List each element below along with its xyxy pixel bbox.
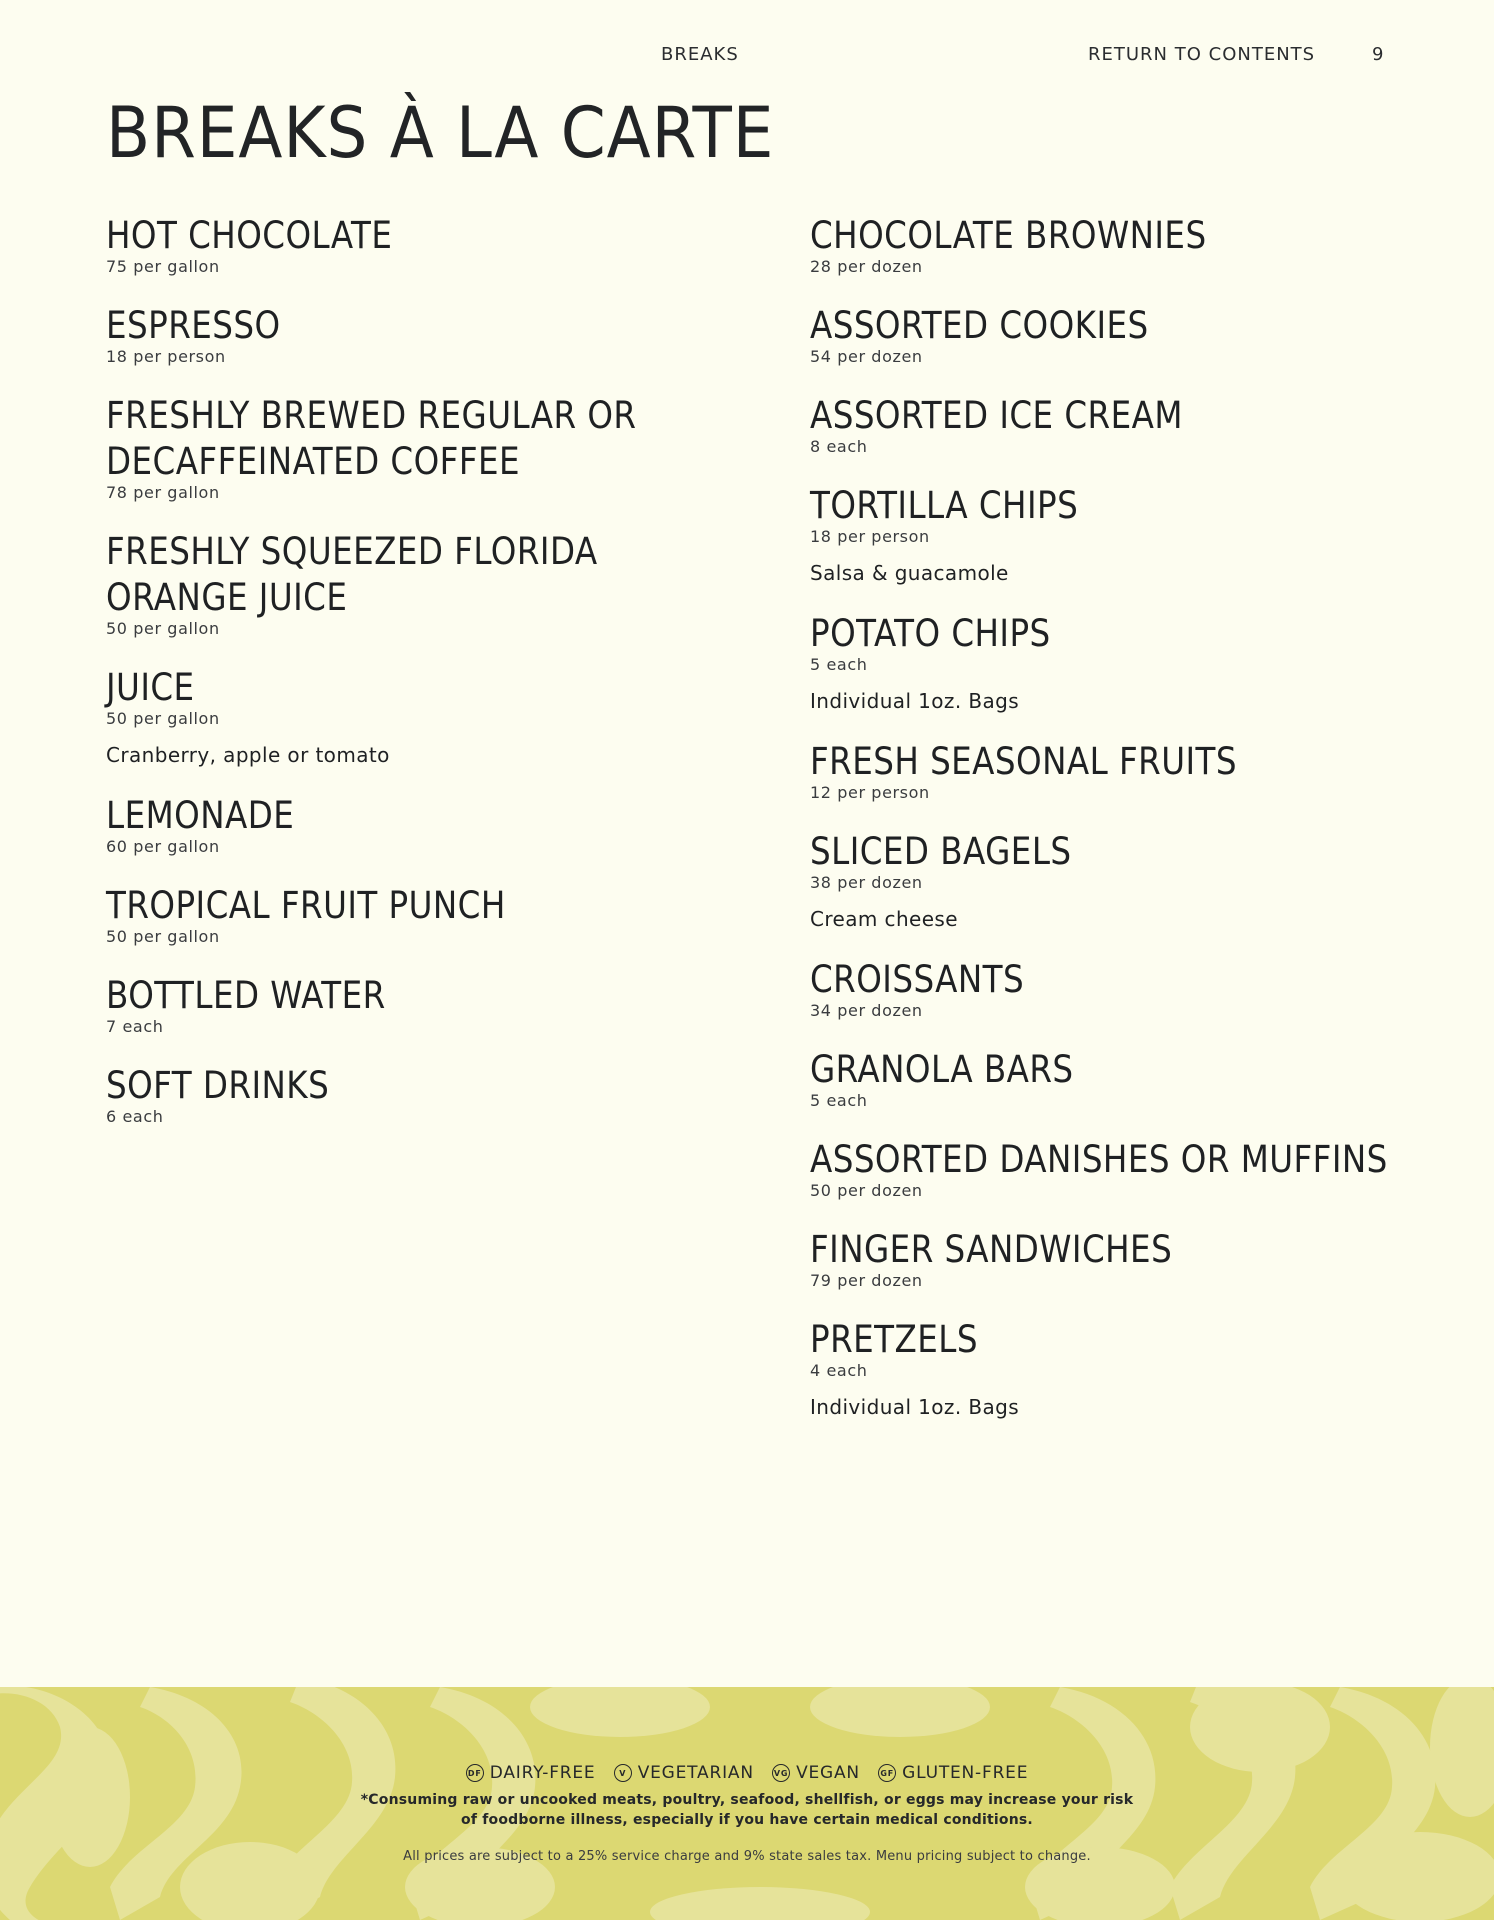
menu-item-price: 78 per gallon xyxy=(106,483,220,502)
menu-item-price: 7 each xyxy=(106,1017,164,1036)
vegan-icon: VG xyxy=(772,1764,790,1782)
menu-item xyxy=(810,1047,1430,1111)
menu-item-name: BOTTLED WATER xyxy=(106,974,386,1017)
menu-item xyxy=(810,1137,1430,1201)
menu-item-name: TROPICAL FRUIT PUNCH xyxy=(106,884,506,927)
menu-item-name: HOT CHOCOLATE xyxy=(106,214,393,257)
menu-item-price: 5 each xyxy=(810,655,868,674)
menu-item-price: 38 per dozen xyxy=(810,873,923,892)
menu-item xyxy=(810,1227,1430,1291)
footer-content xyxy=(0,1760,1494,1866)
menu-item-name: CROISSANTS xyxy=(810,958,1025,1001)
warning-line: of foodborne illness, especially if you have certain medical conditions. xyxy=(461,1812,1033,1828)
dairy-free-icon: DF xyxy=(466,1764,484,1782)
menu-item-price: 28 per dozen xyxy=(810,257,923,276)
menu-item xyxy=(810,483,1430,585)
menu-item xyxy=(106,1063,666,1127)
menu-item xyxy=(810,303,1430,367)
menu-item xyxy=(106,973,666,1037)
menu-item-name: FRESHLY SQUEEZED FLORIDA ORANGE JUICE xyxy=(106,530,598,619)
menu-column-right xyxy=(810,213,1430,1419)
menu-item-price: 12 per person xyxy=(810,783,930,802)
menu-item xyxy=(810,1317,1430,1419)
menu-item xyxy=(810,739,1430,803)
menu-item-name: POTATO CHIPS xyxy=(810,612,1051,655)
legend-label: DAIRY-FREE xyxy=(489,1763,596,1783)
legend-vegan xyxy=(772,1762,860,1784)
menu-item-description: Salsa & guacamole xyxy=(810,561,1009,585)
menu-item xyxy=(810,213,1430,277)
menu-item-description: Cream cheese xyxy=(810,907,958,931)
dietary-legend xyxy=(0,1760,1494,1784)
menu-item-name: JUICE xyxy=(106,666,195,709)
vegetarian-icon: V xyxy=(614,1764,632,1782)
menu-item-name: SLICED BAGELS xyxy=(810,830,1072,873)
gluten-free-icon: GF xyxy=(878,1764,896,1782)
menu-item xyxy=(810,957,1430,1021)
menu-item-name: SOFT DRINKS xyxy=(106,1064,330,1107)
menu-item xyxy=(106,213,666,277)
menu-item-name: GRANOLA BARS xyxy=(810,1048,1074,1091)
warning-line: *Consuming raw or uncooked meats, poultry, seafood, shellfish, or eggs may increase your risk xyxy=(360,1792,1134,1808)
menu-item-price: 60 per gallon xyxy=(106,837,220,856)
menu-item-description: Individual 1oz. Bags xyxy=(810,689,1020,713)
menu-item-price: 50 per gallon xyxy=(106,709,220,728)
menu-item xyxy=(810,611,1430,713)
menu-item-name: ASSORTED ICE CREAM xyxy=(810,394,1183,437)
menu-item-name: ASSORTED DANISHES OR MUFFINS xyxy=(810,1138,1388,1181)
menu-item-price: 50 per dozen xyxy=(810,1181,923,1200)
section-label: BREAKS xyxy=(661,44,739,65)
legend-label: VEGETARIAN xyxy=(637,1763,754,1783)
menu-item-name: ESPRESSO xyxy=(106,304,281,347)
page-title: BREAKS À LA CARTE xyxy=(106,92,775,174)
menu-item-price: 4 each xyxy=(810,1361,868,1380)
menu-item-price: 34 per dozen xyxy=(810,1001,923,1020)
menu-item xyxy=(106,793,666,857)
footer xyxy=(0,1687,1494,1920)
menu-item-name: FRESHLY BREWED REGULAR OR DECAFFEINATED COFFEE xyxy=(106,394,637,483)
menu-item-name: FRESH SEASONAL FRUITS xyxy=(810,740,1237,783)
menu-item-name: TORTILLA CHIPS xyxy=(810,484,1079,527)
menu-item xyxy=(106,665,666,767)
menu-item xyxy=(810,829,1430,931)
menu-item-description: Individual 1oz. Bags xyxy=(810,1395,1020,1419)
menu-item xyxy=(810,393,1430,457)
menu-item-price: 18 per person xyxy=(106,347,226,366)
menu-item-price: 75 per gallon xyxy=(106,257,220,276)
menu-item-price: 79 per dozen xyxy=(810,1271,923,1290)
menu-item-name: ASSORTED COOKIES xyxy=(810,304,1149,347)
menu-item-price: 8 each xyxy=(810,437,868,456)
pricing-disclaimer: All prices are subject to a 25% service charge and 9% state sales tax. Menu pricing subject to change. xyxy=(403,1849,1091,1864)
food-safety-warning xyxy=(0,1790,1494,1830)
legend-vegetarian xyxy=(614,1762,754,1784)
header-bar xyxy=(0,44,1494,70)
menu-item-name: LEMONADE xyxy=(106,794,295,837)
menu-item-name: PRETZELS xyxy=(810,1318,978,1361)
menu-item-price: 5 each xyxy=(810,1091,868,1110)
menu-item-name: CHOCOLATE BROWNIES xyxy=(810,214,1207,257)
menu-column-left xyxy=(106,213,666,1127)
menu-item xyxy=(106,883,666,947)
menu-item xyxy=(106,393,666,503)
menu-item-price: 18 per person xyxy=(810,527,930,546)
menu-item-price: 6 each xyxy=(106,1107,164,1126)
menu-item-price: 50 per gallon xyxy=(106,619,220,638)
legend-gluten-free xyxy=(878,1762,1028,1784)
page-number: 9 xyxy=(1372,44,1385,65)
legend-dairy-free xyxy=(466,1762,596,1784)
menu-item-price: 54 per dozen xyxy=(810,347,923,366)
menu-item-name: FINGER SANDWICHES xyxy=(810,1228,1173,1271)
menu-item-price: 50 per gallon xyxy=(106,927,220,946)
return-to-contents-link[interactable]: RETURN TO CONTENTS xyxy=(1088,44,1316,65)
legend-label: VEGAN xyxy=(796,1763,860,1783)
menu-item xyxy=(106,529,666,639)
legend-label: GLUTEN-FREE xyxy=(902,1763,1029,1783)
menu-item-description: Cranberry, apple or tomato xyxy=(106,743,390,767)
menu-item xyxy=(106,303,666,367)
